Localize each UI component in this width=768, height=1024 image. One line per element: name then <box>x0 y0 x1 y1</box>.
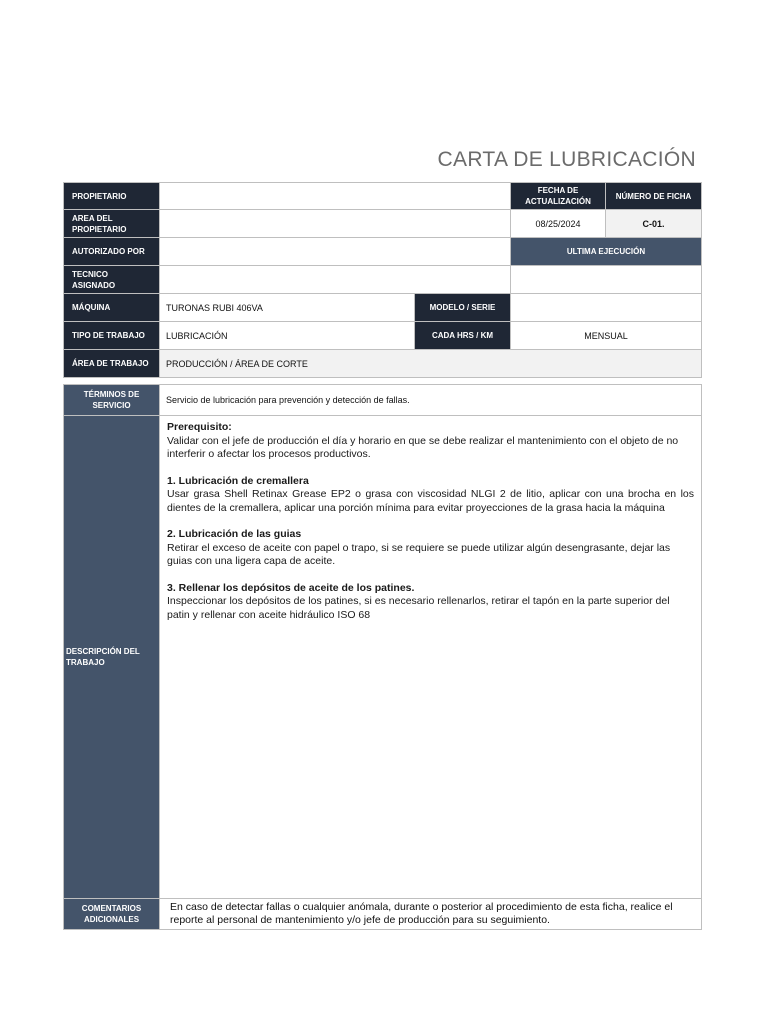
descripcion-label: DESCRIPCIÓN DEL TRABAJO <box>64 416 160 899</box>
prereq-title: Prerequisito: <box>167 421 232 433</box>
ficha-value[interactable]: C-01. <box>606 210 702 238</box>
autorizado-field[interactable] <box>160 238 511 266</box>
modelo-label: MODELO / SERIE <box>415 294 511 322</box>
cada-field[interactable]: MENSUAL <box>511 322 702 350</box>
page-title: CARTA DE LUBRICACIÓN <box>437 148 696 171</box>
tecnico-field[interactable] <box>160 266 511 294</box>
terminos-field[interactable]: Servicio de lubricación para prevención y detección de fallas. <box>160 385 702 416</box>
ficha-label: NÚMERO DE FICHA <box>606 183 702 210</box>
modelo-field[interactable] <box>511 294 702 322</box>
propietario-label: PROPIETARIO <box>64 183 160 210</box>
ultima-ejecucion-label: ULTIMA EJECUCIÓN <box>511 238 702 266</box>
tecnico-label: TECNICO ASIGNADO <box>64 266 160 294</box>
step1-text: Usar grasa Shell Retinax Grease EP2 o grasa con viscosidad NLGI 2 de litio, aplicar con una brocha en los dientes de la cremallera, aplicar una porción mínima para evitar proyecciones de la grasa hacia la máquina <box>167 488 694 514</box>
step1-title: 1. Lubricación de cremallera <box>167 474 309 487</box>
prereq-text: Validar con el jefe de producción el día y horario en que se debe realizar el mantenimiento con el objeto de no interferir o afectar los procesos productivos. <box>167 434 679 460</box>
terminos-label: TÉRMINOS DE SERVICIO <box>64 385 160 416</box>
cada-label: CADA HRS / KM <box>415 322 511 350</box>
work-table <box>63 384 702 930</box>
autorizado-label: AUTORIZADO POR <box>64 238 160 266</box>
maquina-field[interactable]: TURONAS RUBI 406VA <box>160 294 415 322</box>
area-trabajo-field[interactable]: PRODUCCIÓN / ÁREA DE CORTE <box>160 350 702 378</box>
step3-text: Inspeccionar los depósitos de los patines, si es necesario rellenarlos, retirar el tapón en la parte superior del patin y rellenar con aceite hidráulico ISO 68 <box>167 595 670 621</box>
maquina-label: MÁQUINA <box>64 294 160 322</box>
step2-text: Retirar el exceso de aceite con papel o trapo, si se requiere se puede utilizar algún desengrasante, dejar las guias con una ligera capa de aceite. <box>167 541 671 567</box>
header-table <box>63 182 702 378</box>
area-trabajo-label: ÁREA DE TRABAJO <box>64 350 160 378</box>
fecha-label: FECHA DE ACTUALIZACIÓN <box>511 183 606 210</box>
step2-title: 2. Lubricación de las guias <box>167 528 302 540</box>
descripcion-field[interactable] <box>160 416 702 899</box>
ultima-ejecucion-field[interactable] <box>511 266 702 294</box>
comentarios-label: COMENTARIOS ADICIONALES <box>64 899 160 930</box>
tipo-trabajo-label: TIPO DE TRABAJO <box>64 322 160 350</box>
fecha-value[interactable]: 08/25/2024 <box>511 210 606 238</box>
step3-title: 3. Rellenar los depósitos de aceite de los patines. <box>167 581 415 594</box>
propietario-field[interactable] <box>160 183 511 210</box>
comentarios-field[interactable]: En caso de detectar fallas o cualquier anómala, durante o posterior al procedimiento de esta ficha, realice el reporte al personal de mantenimiento y/o jefe de producción para su seguimiento. <box>160 899 702 930</box>
tipo-trabajo-field[interactable]: LUBRICACIÓN <box>160 322 415 350</box>
area-propietario-field[interactable] <box>160 210 511 238</box>
area-propietario-label: AREA DEL PROPIETARIO <box>64 210 160 238</box>
